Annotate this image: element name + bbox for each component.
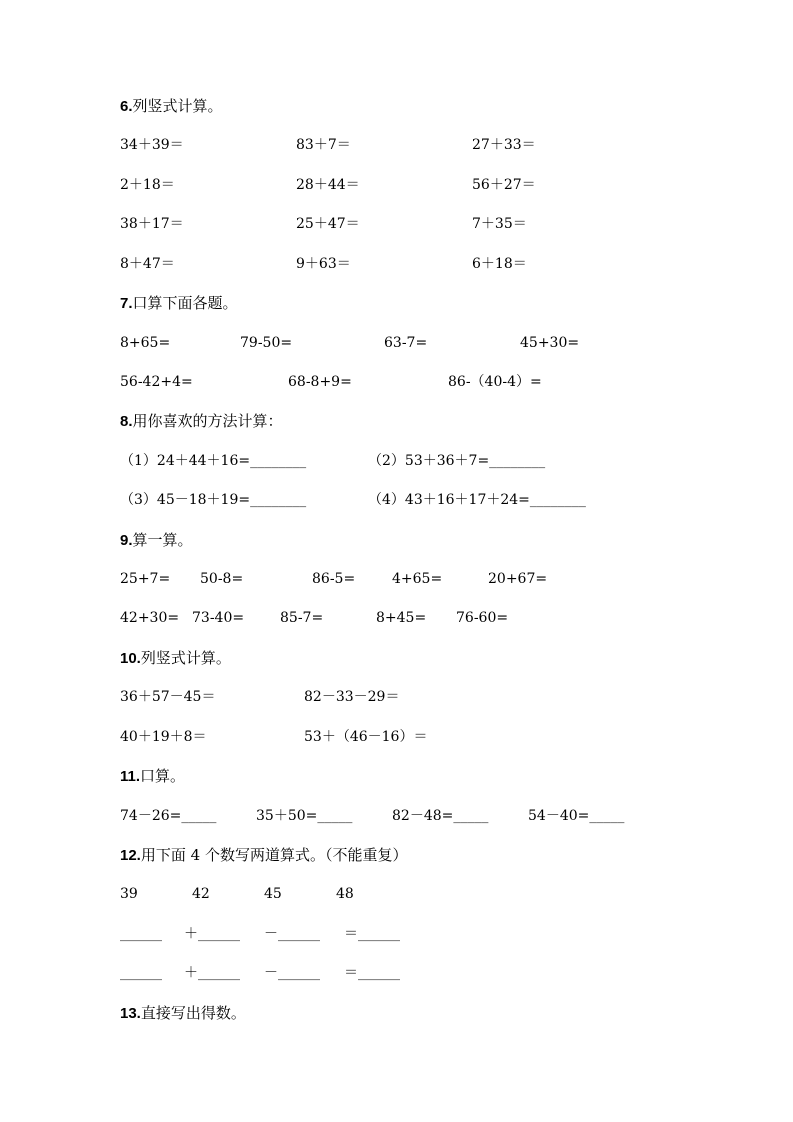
q12-number-value: 48 bbox=[336, 886, 354, 902]
q8-heading bbox=[120, 408, 283, 434]
q6-problem: 83＋7＝ bbox=[296, 137, 351, 153]
q12-number-value: 45 bbox=[264, 886, 282, 902]
q7-problem: 8+65= bbox=[120, 335, 171, 351]
q13-number: 13. bbox=[120, 1005, 141, 1022]
q13-title: 直接写出得数。 bbox=[140, 1004, 246, 1022]
q9-title: 算一算。 bbox=[132, 531, 193, 549]
q9-heading bbox=[120, 527, 193, 553]
q11-title: 口算。 bbox=[140, 767, 186, 785]
q6-problem: 28＋44＝ bbox=[296, 177, 360, 193]
q10-heading bbox=[120, 645, 231, 671]
q8-problem: （3）45－18＋19=________ bbox=[120, 492, 307, 508]
q9-problem: 8+45= bbox=[376, 610, 427, 626]
q12-blank: ＋______ bbox=[184, 965, 240, 981]
q11-number: 11. bbox=[120, 768, 141, 785]
q9-problem: 86-5= bbox=[312, 571, 356, 587]
q6-problem: 7＋35＝ bbox=[472, 216, 527, 232]
q9-problem: 4+65= bbox=[392, 571, 443, 587]
q8-problem: （2）53＋36＋7=________ bbox=[368, 453, 546, 469]
q8-problem: （1）24＋44＋16=________ bbox=[120, 453, 307, 469]
q6-problem: 8＋47＝ bbox=[120, 256, 175, 272]
q9-problem: 76-60= bbox=[456, 610, 509, 626]
q6-problem: 6＋18＝ bbox=[472, 256, 527, 272]
q12-blank: ＝______ bbox=[344, 926, 400, 942]
q10-problem: 82－33－29＝ bbox=[304, 689, 400, 705]
q8-problem: （4）43＋16＋17＋24=________ bbox=[368, 492, 586, 508]
q11-problem: 35＋50=_____ bbox=[256, 808, 353, 824]
q6-problem: 56＋27＝ bbox=[472, 177, 536, 193]
q9-problem: 85-7= bbox=[280, 610, 324, 626]
q6-number: 6. bbox=[120, 98, 133, 115]
q11-problem: 82－48=_____ bbox=[392, 808, 489, 824]
q7-problem: 63-7= bbox=[384, 335, 428, 351]
q6-problem: 2＋18＝ bbox=[120, 177, 175, 193]
q6-problem: 25＋47＝ bbox=[296, 216, 360, 232]
q12-blank: －______ bbox=[264, 926, 320, 942]
q7-problem: 45+30= bbox=[520, 335, 580, 351]
q12-title: 用下面 4 个数写两道算式。（不能重复） bbox=[140, 846, 408, 864]
q7-problem: 56-42+4= bbox=[120, 374, 193, 390]
q10-problem: 40＋19＋8＝ bbox=[120, 729, 207, 745]
q12-heading bbox=[120, 842, 407, 868]
q6-problem: 27＋33＝ bbox=[472, 137, 536, 153]
q12-blank: ______ bbox=[120, 926, 162, 942]
q8-number: 8. bbox=[120, 413, 133, 430]
q9-problem: 73-40= bbox=[192, 610, 245, 626]
q6-problem: 9＋63＝ bbox=[296, 256, 351, 272]
q6-title: 列竖式计算。 bbox=[132, 97, 223, 115]
q11-heading bbox=[120, 763, 185, 789]
q6-problem: 38＋17＝ bbox=[120, 216, 184, 232]
q9-problem: 20+67= bbox=[488, 571, 548, 587]
q7-heading bbox=[120, 290, 238, 316]
q10-title: 列竖式计算。 bbox=[140, 649, 231, 667]
q7-problem: 68-8+9= bbox=[288, 374, 352, 390]
q13-heading bbox=[120, 1000, 246, 1026]
q6-heading bbox=[120, 93, 223, 119]
q11-problem: 54－40=_____ bbox=[528, 808, 625, 824]
q12-number-value: 42 bbox=[192, 886, 210, 902]
q9-problem: 25+7= bbox=[120, 571, 171, 587]
q8-title: 用你喜欢的方法计算： bbox=[132, 412, 283, 430]
q12-blank: －______ bbox=[264, 965, 320, 981]
q9-problem: 42+30= bbox=[120, 610, 180, 626]
q10-number: 10. bbox=[120, 650, 141, 667]
q6-problem: 34＋39＝ bbox=[120, 137, 184, 153]
q7-number: 7. bbox=[120, 295, 133, 312]
q10-problem: 36＋57－45＝ bbox=[120, 689, 216, 705]
q7-problem: 86-（40-4）= bbox=[448, 374, 542, 390]
q12-number: 12. bbox=[120, 847, 141, 864]
q7-title: 口算下面各题。 bbox=[132, 294, 238, 312]
q7-problem: 79-50= bbox=[240, 335, 293, 351]
q10-problem: 53＋（46－16）＝ bbox=[304, 729, 428, 745]
q12-blank: ______ bbox=[120, 965, 162, 981]
q11-problem: 74－26=_____ bbox=[120, 808, 217, 824]
q12-blank: ＋______ bbox=[184, 926, 240, 942]
q9-problem: 50-8= bbox=[200, 571, 244, 587]
q12-blank: ＝______ bbox=[344, 965, 400, 981]
q9-number: 9. bbox=[120, 532, 133, 549]
q12-number-value: 39 bbox=[120, 886, 138, 902]
